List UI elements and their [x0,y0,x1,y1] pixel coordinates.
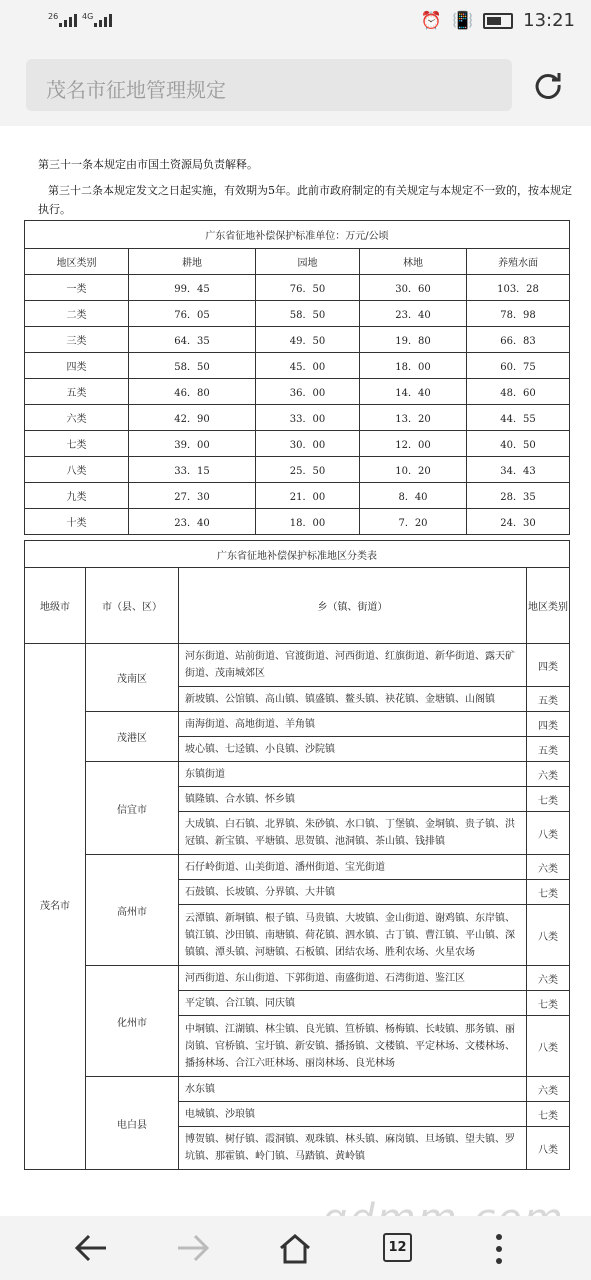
header-city-level: 地级市 [25,568,86,644]
table1-cell: 8．40 [360,483,467,509]
table1-cell: 23．40 [129,509,256,535]
reload-icon[interactable] [533,70,563,100]
towns-cell: 东镇街道 [179,762,527,787]
category-cell: 八类 [527,1016,570,1077]
table2-title: 广东省征地补偿保护标准地区分类表 [25,541,570,568]
header-category: 地区类别 [527,568,570,644]
address-bar[interactable] [26,59,512,111]
table1-cell: 18．00 [360,353,467,379]
table1-cell: 19．80 [360,327,467,353]
table1-cell: 四类 [25,353,129,379]
table1-cell: 30．00 [256,431,360,457]
towns-cell: 石仔岭街道、山美街道、潘州街道、宝光街道 [179,855,527,880]
table2-row [25,966,570,991]
table1-title: 广东省征地补偿保护标准单位：万元/公顷 [25,221,570,249]
table1-cell: 21．00 [256,483,360,509]
tabs-button[interactable]: 12 [383,1233,412,1262]
towns-cell: 水东镇 [179,1077,527,1102]
category-cell: 四类 [527,644,570,687]
table1-cell: 14．40 [360,379,467,405]
table1-cell: 44．55 [467,405,570,431]
towns-cell: 中垌镇、江湖镇、林尘镇、良光镇、笪桥镇、杨梅镇、长岐镇、那务镇、丽岗镇、官桥镇、宝圩镇、新安镇、播扬镇、文楼镇、平定林场、文楼林场、播扬林场、合江六旺林场、丽岗林场、良光林场 [179,1016,527,1077]
table1-cell: 42．90 [129,405,256,431]
county-name-cell: 电白县 [86,1077,179,1170]
table2-row [25,644,570,687]
category-cell: 五类 [527,737,570,762]
table1-row [25,509,570,535]
header-cell: 地区类别 [25,249,129,275]
county-name-cell: 茂港区 [86,712,179,762]
category-cell: 七类 [527,787,570,812]
table1-row [25,301,570,327]
table1-cell: 46．80 [129,379,256,405]
table1-cell: 九类 [25,483,129,509]
browser-toolbar [0,42,591,126]
table1-cell: 33．15 [129,457,256,483]
sim1-label: 26 [48,12,59,21]
header-county: 市（县、区） [86,568,179,644]
towns-cell: 电城镇、沙琅镇 [179,1102,527,1127]
table1-cell: 12．00 [360,431,467,457]
table1-cell: 76．50 [256,275,360,301]
table1-row [25,353,570,379]
search-text: 茂名市征地管理规定 [46,78,226,102]
table1-cell: 64．35 [129,327,256,353]
network-type-label: 4G [82,12,94,21]
table1-cell: 七类 [25,431,129,457]
category-cell: 六类 [527,855,570,880]
county-name-cell: 信宜市 [86,762,179,855]
back-arrow-icon[interactable] [74,1233,108,1263]
towns-cell: 云潭镇、新垌镇、根子镇、马贵镇、大坡镇、金山街道、谢鸡镇、东岸镇、镇江镇、沙田镇、南塘镇、荷花镇、泗水镇、古丁镇、曹江镇、平山镇、深镇镇、潭头镇、河塘镇、石板镇、团结农场、胜利农场、火星农场 [179,905,527,966]
forward-arrow-icon[interactable] [176,1233,210,1263]
category-cell: 五类 [527,687,570,712]
towns-cell: 石鼓镇、长坡镇、分界镇、大井镇 [179,880,527,905]
towns-cell: 河西街道、东山街道、下郭街道、南盛街道、石湾街道、鉴江区 [179,966,527,991]
towns-cell: 新坡镇、公馆镇、高山镇、镇盛镇、鳌头镇、袂花镇、金塘镇、山阁镇 [179,687,527,712]
table1-cell: 24．30 [467,509,570,535]
table1-cell: 一类 [25,275,129,301]
category-cell: 六类 [527,1077,570,1102]
category-cell: 六类 [527,966,570,991]
category-cell: 七类 [527,1102,570,1127]
table1-row [25,379,570,405]
table1-row [25,405,570,431]
table1-row [25,457,570,483]
city-name-cell: 茂名市 [25,644,86,1170]
county-name-cell: 化州市 [86,966,179,1077]
category-cell: 八类 [527,905,570,966]
table1-cell: 25．50 [256,457,360,483]
table1-cell: 99．45 [129,275,256,301]
article-31: 第三十一条本规定由市国土资源局负责解释。 [38,158,258,171]
table2-row [25,1077,570,1102]
table1-cell: 103．28 [467,275,570,301]
table1-cell: 45．00 [256,353,360,379]
table2-row [25,762,570,787]
header-town: 乡（镇、街道） [179,568,527,644]
compensation-standard-table [24,220,570,535]
signal-bars-2-icon [94,14,112,27]
table1-cell: 49．50 [256,327,360,353]
region-classification-table [24,540,570,1170]
towns-cell: 河东街道、站前街道、官渡街道、河西街道、红旗街道、新华街道、露天矿街道、茂南城郊区 [179,644,527,687]
category-cell: 七类 [527,880,570,905]
towns-cell: 平定镇、合江镇、同庆镇 [179,991,527,1016]
article-32: 第三十二条本规定发文之日起实施，有效期为5年。此前市政府制定的有关规定与本规定不一致的，按本规定执行。 [38,184,572,216]
table2-row [25,712,570,737]
header-cell: 林地 [360,249,467,275]
table1-cell: 23．40 [360,301,467,327]
navigation-bar [0,1216,591,1280]
table1-cell: 58．50 [256,301,360,327]
table1-header-row [25,249,570,275]
table1-cell: 58．50 [129,353,256,379]
clock-time: 13:21 [523,10,575,31]
table1-cell: 36．00 [256,379,360,405]
table1-cell: 76．05 [129,301,256,327]
towns-cell: 坡心镇、七迳镇、小良镇、沙院镇 [179,737,527,762]
table1-cell: 39．00 [129,431,256,457]
header-cell: 耕地 [129,249,256,275]
category-cell: 八类 [527,1127,570,1170]
towns-cell: 南海街道、高地街道、羊角镇 [179,712,527,737]
header-cell: 养殖水面 [467,249,570,275]
towns-cell: 镇隆镇、合水镇、怀乡镇 [179,787,527,812]
battery-icon [483,13,513,29]
table1-cell: 78．98 [467,301,570,327]
table1-cell: 10．20 [360,457,467,483]
more-vertical-icon[interactable] [492,1233,506,1265]
table1-row [25,275,570,301]
table1-cell: 34．43 [467,457,570,483]
towns-cell: 大成镇、白石镇、北界镇、朱砂镇、水口镇、丁堡镇、金垌镇、贵子镇、洪冠镇、新宝镇、平塘镇、思贺镇、池洞镇、茶山镇、钱排镇 [179,812,527,855]
header-cell: 园地 [256,249,360,275]
vibrate-icon: 📳 [451,10,474,31]
category-cell: 七类 [527,991,570,1016]
towns-cell: 博贺镇、树仔镇、霞洞镇、观珠镇、林头镇、麻岗镇、旦场镇、望夫镇、罗坑镇、那霍镇、岭门镇、马踏镇、黄岭镇 [179,1127,527,1170]
table1-row [25,483,570,509]
table1-cell: 五类 [25,379,129,405]
category-cell: 六类 [527,762,570,787]
table1-cell: 八类 [25,457,129,483]
table1-cell: 7．20 [360,509,467,535]
table1-cell: 28．35 [467,483,570,509]
table1-cell: 二类 [25,301,129,327]
table1-cell: 27．30 [129,483,256,509]
document-page [0,126,591,1216]
home-icon[interactable] [278,1233,312,1265]
table1-cell: 48．60 [467,379,570,405]
table1-cell: 30．60 [360,275,467,301]
table2-header-row [25,568,570,644]
table1-cell: 66．83 [467,327,570,353]
category-cell: 八类 [527,812,570,855]
table1-cell: 13．20 [360,405,467,431]
table1-row [25,431,570,457]
county-name-cell: 高州市 [86,855,179,966]
table1-cell: 十类 [25,509,129,535]
table2-row [25,855,570,880]
status-bar [0,0,591,42]
county-name-cell: 茂南区 [86,644,179,712]
table1-cell: 33．00 [256,405,360,431]
table1-cell: 18．00 [256,509,360,535]
table1-cell: 60．75 [467,353,570,379]
table1-cell: 三类 [25,327,129,353]
table1-row [25,327,570,353]
table1-cell: 40．50 [467,431,570,457]
table1-cell: 六类 [25,405,129,431]
alarm-icon: ⏰ [420,10,442,31]
signal-bars-icon [59,14,77,27]
category-cell: 四类 [527,712,570,737]
